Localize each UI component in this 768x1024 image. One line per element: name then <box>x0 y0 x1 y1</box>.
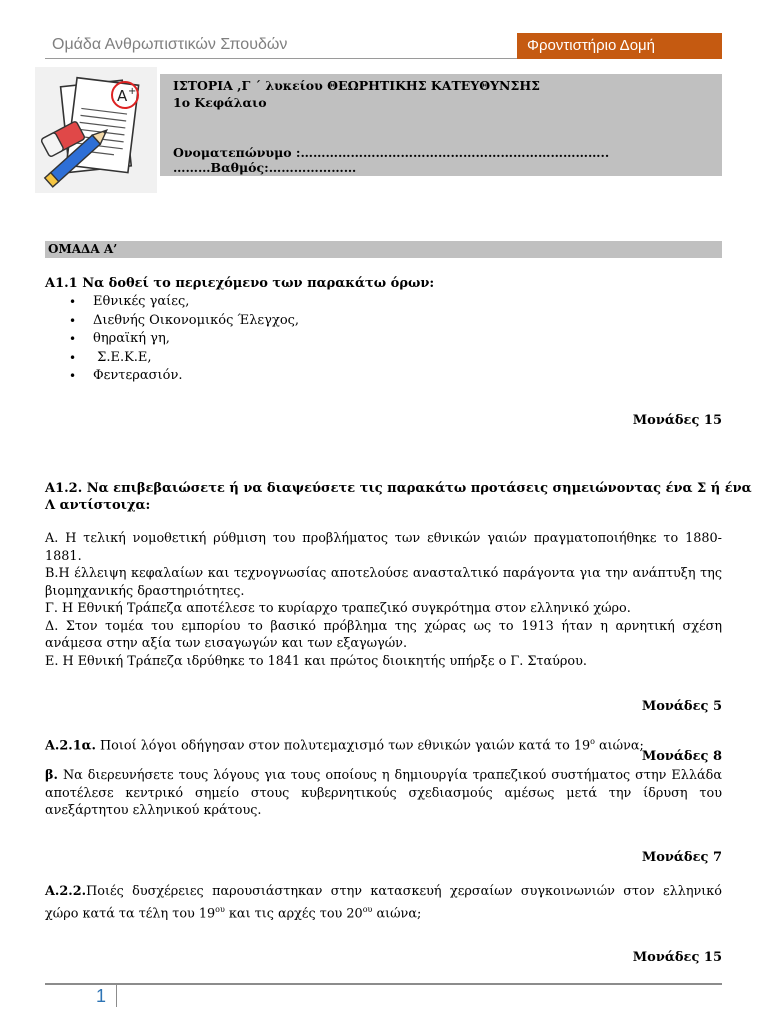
question-a21a-label: Α.2.1α. <box>45 738 96 754</box>
name-field: Ονοματεπώνυμο :……………………………………………………………….. <box>173 145 610 160</box>
statement-item: Δ. Στον τομέα του εμπορίου το βασικό πρόβλημα της χώρας ως το 1913 ήταν η αρνητική σχέση ανάμεσα στην αξία των εισαγωγών και των εξαγωγών. <box>45 618 722 651</box>
page-number: 1 <box>96 986 107 1006</box>
superscript: ου <box>215 904 225 914</box>
marks-a21a: Μονάδες 8 <box>641 749 722 764</box>
footer-rule <box>45 983 722 985</box>
question-a12-title-line2: Λ αντίστοιχα: <box>45 498 151 513</box>
footer-divider <box>116 985 117 1007</box>
question-a22 <box>45 883 722 922</box>
header-left-title: Ομάδα Ανθρωπιστικών Σπουδών <box>52 36 288 53</box>
header-right-title: Φροντιστήριο Δομή <box>517 33 722 59</box>
svg-text:A: A <box>117 87 128 105</box>
list-item: • Σ.Ε.Κ.Ε, <box>69 349 299 368</box>
terms-list <box>69 293 299 386</box>
statements-block <box>45 530 722 670</box>
question-a22-label: Α.2.2. <box>45 884 87 899</box>
chapter-label: 1ο Κεφάλαιο <box>173 95 267 110</box>
question-a21b-label: β. <box>45 768 58 783</box>
section-title: ΟΜΑΔΑ Α’ <box>45 241 722 258</box>
question-a21b <box>45 767 722 820</box>
subject-line: ΙΣΤΟΡΙΑ ,Γ ΄ λυκείου ΘΕΩΡΗΤΙΚΗΣ ΚΑΤΕΥΘΥΝΣΗΣ <box>173 78 540 93</box>
list-item: • Εθνικές γαίες, <box>69 293 299 312</box>
question-a12-title-line1: Α1.2. Να επιβεβαιώσετε ή να διαψεύσετε τις παρακάτω προτάσεις σημειώνοντας ένα Σ ή ένα <box>45 481 752 496</box>
list-item: • θηραϊκή γη, <box>69 330 299 349</box>
question-a21b-text: Να διερευνήσετε τους λόγους για τους οποίους η δημιουργία τραπεζικού συστήματος στην Ελλάδα αποτέλεσε κεντρικό σημείο στους κυβερνητικούς σχεδιασμούς αμέσως μετά την ίδρυση του ανεξάρτητου ελληνικού κράτους. <box>45 768 722 818</box>
statement-item: Γ. Η Εθνική Τράπεζα αποτέλεσε το κυρίαρχο τραπεζικό συγκρότημα στον ελληνικό χώρο. <box>45 601 631 616</box>
statement-item: Ε. Η Εθνική Τράπεζα ιδρύθηκε το 1841 και πρώτος διοικητής υπήρξε ο Γ. Σταύρου. <box>45 653 587 669</box>
exam-paper-pencil-eraser-icon <box>35 67 157 193</box>
question-a22-text: Ποιές δυσχέρειες παρουσιάστηκαν στην κατασκευή χερσαίων συγκοινωνιών στον ελληνικό χώρο κατά τα τέλη του 19 <box>45 884 722 921</box>
question-a11-title: Α1.1 Να δοθεί το περιεχόμενο των παρακάτω όρων: <box>45 276 435 291</box>
student-info-box <box>160 74 722 176</box>
statement-item: Α. Η τελική νομοθετική ρύθμιση του προβλήματος των εθνικών γαιών πραγματοποιήθηκε το 1880-1881. <box>45 531 722 564</box>
superscript: ο <box>590 737 595 746</box>
marks-a12: Μονάδες 5 <box>641 699 722 714</box>
question-a22-text: και τις αρχές του 20 <box>224 905 363 921</box>
grade-field: ………Βαθμός:………………… <box>173 160 357 175</box>
question-a21a-text-end: αιώνα; <box>594 738 644 754</box>
list-item: • Φεντερασιόν. <box>69 367 299 386</box>
marks-a11: Μονάδες 15 <box>632 413 722 428</box>
question-a21a <box>45 733 722 755</box>
list-item: • Διεθνής Οικονομικός Έλεγχος, <box>69 312 299 331</box>
marks-a22: Μονάδες 15 <box>632 950 722 965</box>
statement-item: Β.Η έλλειψη κεφαλαίων και τεχνογνωσίας αποτελούσε ανασταλτικό παράγοντα για την ανάπτυξη της βιομηχανικής δραστηριότητες. <box>45 566 722 599</box>
question-a22-text: αιώνα; <box>372 905 422 921</box>
marks-a21b: Μονάδες 7 <box>641 850 722 865</box>
question-a21a-text: Ποιοί λόγοι οδήγησαν στον πολυτεμαχισμό των εθνικών γαιών κατά το 19 <box>95 738 591 754</box>
svg-text:+: + <box>128 86 137 97</box>
superscript: ου <box>362 904 373 914</box>
